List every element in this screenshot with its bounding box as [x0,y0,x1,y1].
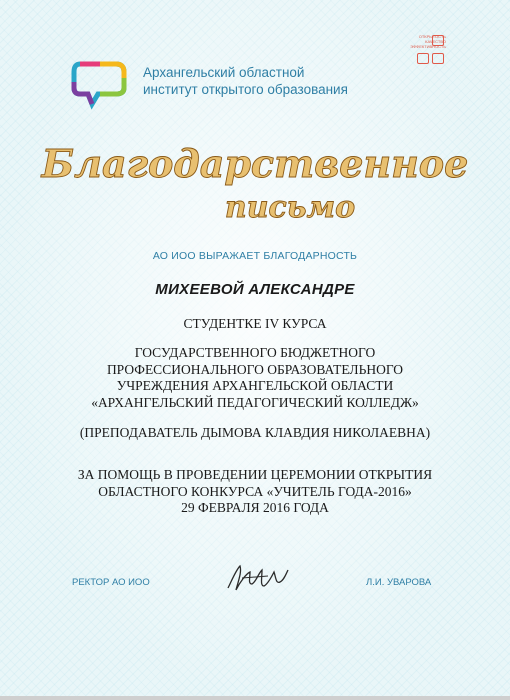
signature-icon [222,558,294,596]
stamp-line: КАЧЕСТВО [425,39,446,44]
stamp-line: ОТКРЫТОСТЬ [418,34,446,39]
teacher-line: (ПРЕПОДАВАТЕЛЬ ДЫМОВА КЛАВДИЯ НИКОЛАЕВНА) [79,425,431,440]
organization-name [143,64,423,98]
reason-line: ЗА ПОМОЩЬ В ПРОВЕДЕНИИ ЦЕРЕМОНИИ ОТКРЫТИЯ [77,467,433,482]
title-line2: письмо [224,190,356,225]
institution-line: «АРХАНГЕЛЬСКИЙ ПЕДАГОГИЧЕСКИЙ КОЛЛЕДЖ» [91,394,419,410]
recipient-name: МИХЕЕВОЙ АЛЕКСАНДРЕ [155,281,355,298]
stamp-square-icon [432,35,444,46]
document-title [41,135,469,230]
rector-name: Л.И. УВАРОВА [366,577,432,588]
institution-line: УЧРЕЖДЕНИЯ АРХАНГЕЛЬСКОЙ ОБЛАСТИ [116,378,394,393]
title-line1: Благодарственное [41,141,469,186]
institution-line: ГОСУДАРСТВЕННОГО БЮДЖЕТНОГО [134,345,376,360]
institution-block [0,345,510,411]
rector-title: РЕКТОР АО ИОО [72,577,150,588]
org-name-line2: институт открытого образования [143,82,348,97]
reason-line: ОБЛАСТНОГО КОНКУРСА «УЧИТЕЛЬ ГОДА-2016» [98,483,412,499]
gratitude-line: АО ИОО ВЫРАЖАЕТ БЛАГОДАРНОСТЬ [152,250,358,262]
course-line: СТУДЕНТКЕ IV КУРСА [183,316,327,331]
stamp-square-icon [417,53,429,64]
reason-block [0,467,510,517]
org-name-line1: Архангельский областной [143,65,305,80]
institution-line: ПРОФЕССИОНАЛЬНОГО ОБРАЗОВАТЕЛЬНОГО [106,361,404,377]
reason-line: 29 ФЕВРАЛЯ 2016 ГОДА [181,500,329,515]
stamp-square-icon [432,53,444,64]
institute-logo-icon [70,60,128,106]
stamp-line: ЭФФЕКТИВНОСТЬ [410,44,446,49]
